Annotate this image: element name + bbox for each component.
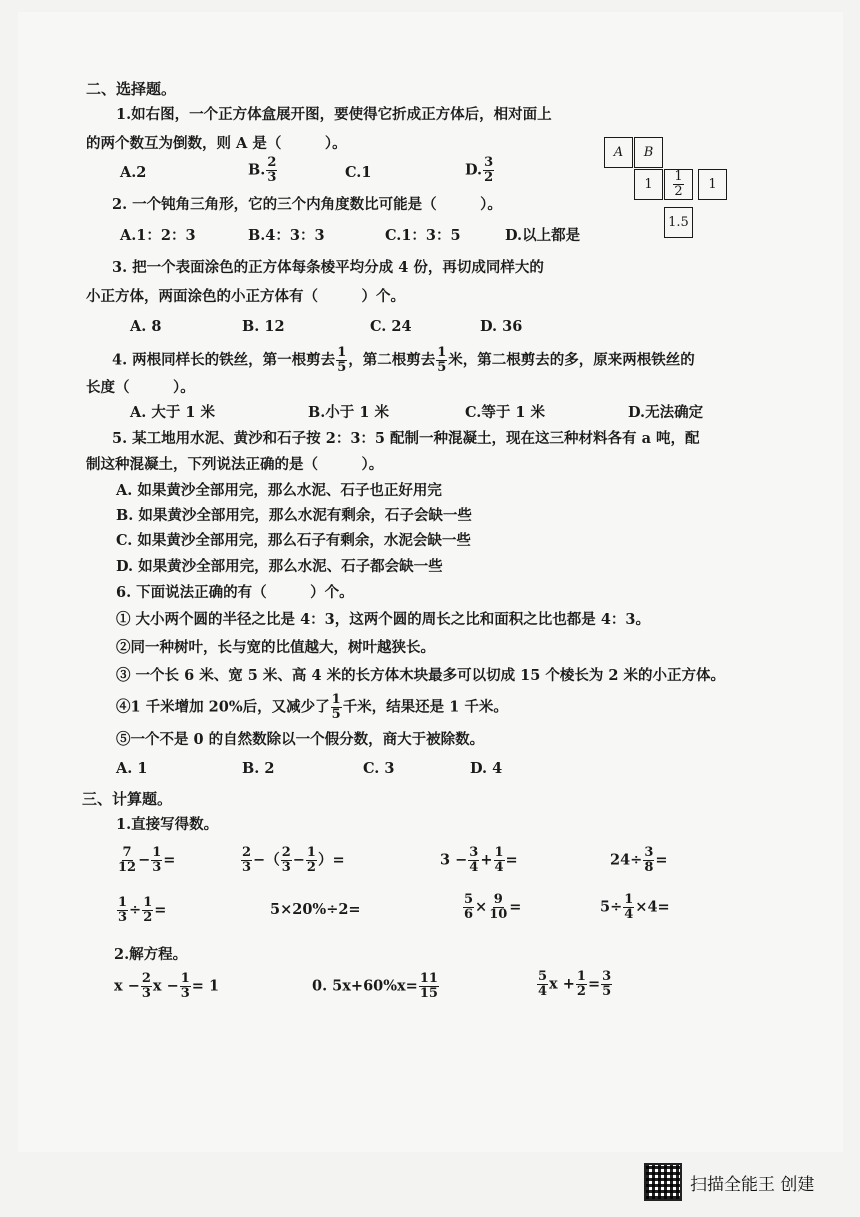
q6-option-b: B. 2	[242, 760, 275, 777]
q2-text: 2. 一个钝角三角形，它的三个内角度数比可能是（ ）。	[112, 196, 502, 213]
q2-option-d: D.以上都是	[505, 227, 581, 244]
calc-expression-8: 5÷ $\frac{1}{4}$ ×4=	[600, 892, 670, 922]
q6-text: 6. 下面说法正确的有（ ）个。	[116, 584, 354, 601]
scanner-watermark-text: 扫描全能王 创建	[690, 1174, 815, 1195]
q1-option-a: A.2	[120, 164, 147, 181]
q5-line2: 制这种混凝土，下列说法正确的是（ ）。	[86, 456, 384, 473]
q6-statement-4: ④1 千米增加 20%后，又减少了 $\frac{1}{5}$ 千米，结果还是 1 千米。	[116, 692, 508, 722]
calc-expression-5: $\frac{1}{3}$ ÷ $\frac{1}{2}$ =	[118, 895, 167, 925]
q6-statement-1: ① 大小两个圆的半径之比是 4：3，这两个圆的周长之比和面积之比也都是 4：3。	[116, 611, 650, 628]
q5-line1: 5. 某工地用水泥、黄沙和石子按 2：3：5 配制一种混凝土，现在这三种材料各有 a 吨，配	[112, 430, 700, 447]
calc-subtitle-1: 1.直接写得数。	[116, 816, 219, 833]
q2-option-a: A.1：2：3	[120, 227, 196, 244]
net-face-half: $\frac{1}{2}$	[664, 169, 693, 200]
q5-option-b: B. 如果黄沙全部用完，那么水泥有剩余，石子会缺一些	[116, 507, 472, 524]
q2-option-c: C.1：3：5	[385, 227, 461, 244]
q6-statement-3: ③ 一个长 6 米、宽 5 米、高 4 米的长方体木块最多可以切成 15 个棱长为 2 米的小正方体。	[116, 667, 726, 684]
q5-option-a: A. 如果黄沙全部用完，那么水泥、石子也正好用完	[116, 482, 442, 499]
q1-line1: 1.如右图，一个正方体盒展开图，要使得它折成正方体后，相对面上	[116, 106, 552, 123]
net-face-1: 1	[634, 169, 663, 200]
q5-option-c: C. 如果黄沙全部用完，那么石子有剩余，水泥会缺一些	[116, 532, 471, 549]
q3-option-b: B. 12	[242, 318, 285, 335]
q3-line2: 小正方体，两面涂色的小正方体有（ ）个。	[86, 288, 405, 305]
q2-option-b: B.4：3：3	[248, 227, 325, 244]
calc-expression-3: 3 − $\frac{3}{4}$ + $\frac{1}{4}$ =	[440, 845, 518, 875]
equation-2: 0. 5x+60%x= $\frac{11}{15}$	[312, 971, 438, 1001]
calc-expression-4: 24÷ $\frac{3}{8}$ =	[610, 845, 668, 875]
q3-option-a: A. 8	[130, 318, 162, 335]
q6-option-a: A. 1	[116, 760, 148, 777]
q1-line2: 的两个数互为倒数，则 A 是（ ）。	[86, 135, 347, 152]
q6-option-d: D. 4	[470, 760, 503, 777]
qr-code-icon	[644, 1163, 682, 1201]
equation-3: $\frac{5}{4}$ x + $\frac{1}{2}$ = $\frac{3}{5}$	[538, 969, 612, 999]
q1-option-b: B. $\frac{2}{3}$	[248, 155, 277, 185]
net-face-a: A	[604, 137, 633, 168]
net-face-1b: 1	[698, 169, 727, 200]
calc-expression-6: 5×20%÷2=	[270, 901, 361, 918]
q3-option-d: D. 36	[480, 318, 523, 335]
calc-subtitle-2: 2.解方程。	[114, 946, 188, 963]
section-3-title: 三、计算题。	[82, 790, 173, 808]
q1-option-d: D. $\frac{3}{2}$	[465, 155, 494, 185]
q3-line1: 3. 把一个表面涂色的正方体每条棱平均分成 4 份，再切成同样大的	[112, 259, 544, 276]
q5-option-d: D. 如果黄沙全部用完，那么水泥、石子都会缺一些	[116, 558, 443, 575]
q4-option-c: C.等于 1 米	[465, 404, 546, 421]
net-face-1-5: 1.5	[664, 207, 693, 238]
net-face-b: B	[634, 137, 663, 168]
equation-1: x − $\frac{2}{3}$ x − $\frac{1}{3}$ = 1	[114, 971, 220, 1001]
q1-option-c: C.1	[345, 164, 372, 181]
q6-statement-2: ②同一种树叶，长与宽的比值越大，树叶越狭长。	[116, 639, 435, 656]
q4-option-b: B.小于 1 米	[308, 404, 389, 421]
calc-expression-7: $\frac{5}{6}$ × $\frac{9}{10}$ =	[464, 892, 522, 922]
q6-option-c: C. 3	[363, 760, 395, 777]
q4-line1: 4. 两根同样长的铁丝，第一根剪去 $\frac{1}{5}$ ，第二根剪去 $\frac{1}{5}$ 米，第二根剪去的多，原来两根铁丝的	[112, 345, 695, 375]
q3-option-c: C. 24	[370, 318, 412, 335]
q4-line2: 长度（ ）。	[86, 379, 195, 396]
calc-expression-2: $\frac{2}{3}$ −（ $\frac{2}{3}$ − $\frac{1}{2}$ ）=	[242, 845, 345, 875]
cube-net-diagram	[604, 137, 730, 241]
calc-expression-1: $\frac{7}{12}$ − $\frac{1}{3}$ =	[118, 845, 176, 875]
q6-statement-5: ⑤一个不是 0 的自然数除以一个假分数，商大于被除数。	[116, 731, 485, 748]
q4-option-a: A. 大于 1 米	[130, 404, 216, 421]
scanner-watermark	[644, 1163, 814, 1201]
section-2-title: 二、选择题。	[86, 80, 177, 98]
q4-option-d: D.无法确定	[628, 404, 704, 421]
